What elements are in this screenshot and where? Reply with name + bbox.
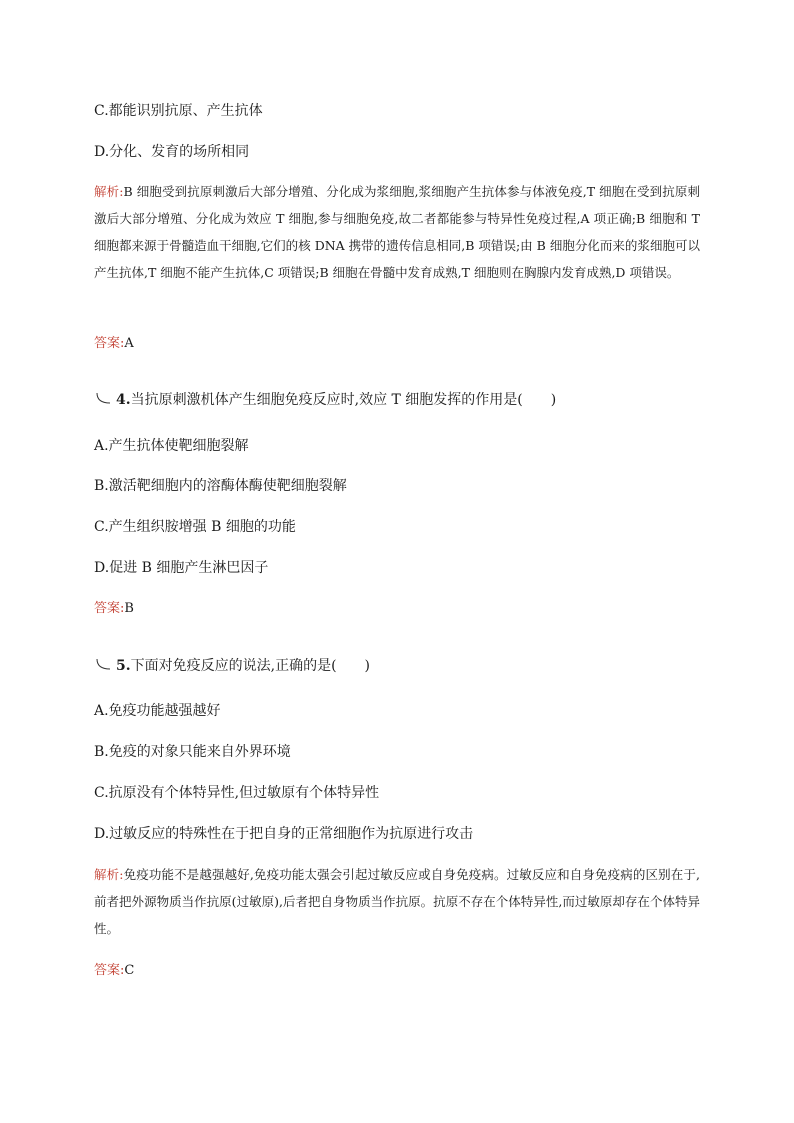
answer-value: A <box>124 336 134 351</box>
answer-value: C <box>124 963 135 978</box>
q4-option-b: B.激活靶细胞内的溶酶体酶使靶细胞裂解 <box>94 478 347 494</box>
curved-hook-icon <box>94 392 116 406</box>
q5-option-d: D.过敏反应的特殊性在于把自身的正常细胞作为抗原进行攻击 <box>94 826 474 842</box>
q3-option-c: C.都能识别抗原、产生抗体 <box>94 103 263 119</box>
q4-number: 4. <box>116 392 131 408</box>
explanation-label: 解析: <box>94 184 124 199</box>
curved-hook-icon <box>94 658 116 672</box>
q4-option-d: D.促进 B 细胞产生淋巴因子 <box>94 560 269 576</box>
q5-explanation <box>94 861 700 942</box>
q5-answer <box>94 961 700 981</box>
q3-option-d: D.分化、发育的场所相同 <box>94 144 250 160</box>
q5-option-a: A.免疫功能越强越好 <box>94 703 221 719</box>
q5-option-c: C.抗原没有个体特异性,但过敏原有个体特异性 <box>94 785 380 801</box>
q4-stem <box>94 390 700 410</box>
q5-stem-text: 下面对免疫反应的说法,正确的是( ) <box>130 658 370 674</box>
q3-answer <box>94 334 700 354</box>
explanation-label: 解析: <box>94 867 124 882</box>
q3-explanation <box>94 178 700 286</box>
q5-stem <box>94 656 700 676</box>
q5-number: 5. <box>116 658 131 674</box>
explanation-text: 免疫功能不是越强越好,免疫功能太强会引起过敏反应或自身免疫病。过敏反应和自身免疫病的区别在于,前者把外源物质当作抗原(过敏原),后者把自身物质当作抗原。抗原不存在个体特异性,而过敏原却存在个体特异性。 <box>94 867 701 936</box>
answer-value: B <box>124 601 134 616</box>
answer-label: 答案: <box>94 336 125 351</box>
q4-option-c: C.产生组织胺增强 B 细胞的功能 <box>94 519 296 535</box>
answer-label: 答案: <box>94 963 125 978</box>
q4-option-a: A.产生抗体使靶细胞裂解 <box>94 438 249 454</box>
q4-answer <box>94 599 700 619</box>
answer-label: 答案: <box>94 601 125 616</box>
explanation-text: B 细胞受到抗原刺激后大部分增殖、分化成为浆细胞,浆细胞产生抗体参与体液免疫,T 细胞在受到抗原刺激后大部分增殖、分化成为效应 T 细胞,参与细胞免疫,故二者都能参与特异性免疫过程,A 项正确;B 细胞和 T 细胞都来源于骨髓造血干细胞,它们的核 DNA 携带的遗传信息相同,B 项错误;由 B 细胞分化而来的浆细胞可以产生抗体,T 细胞不能产生抗体,C 项错误;B 细胞在骨髓中发育成熟,T 细胞则在胸腺内发育成熟,D 项错误。 <box>94 184 700 280</box>
q4-stem-text: 当抗原刺激机体产生细胞免疫反应时,效应 T 细胞发挥的作用是( ) <box>130 392 557 408</box>
q5-option-b: B.免疫的对象只能来自外界环境 <box>94 744 291 760</box>
